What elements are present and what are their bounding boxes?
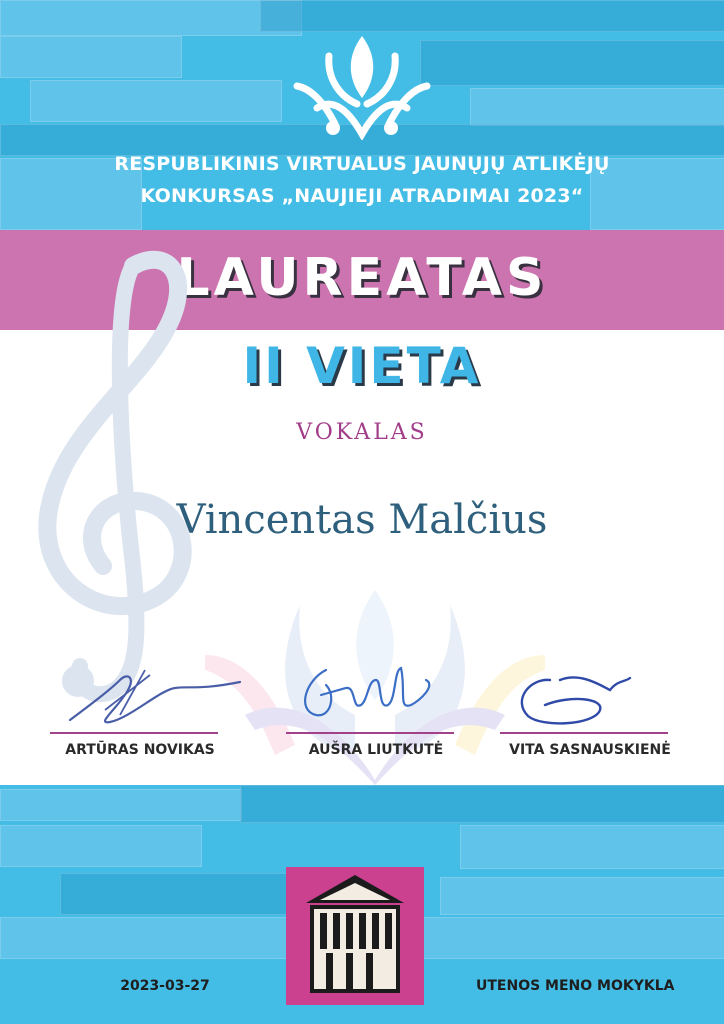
contest-title-line-1: RESPUBLIKINIS VIRTUALUS JAUNŲJŲ ATLIKĖJŲ: [114, 153, 610, 175]
lotus-music-logo-icon: [287, 28, 437, 140]
school-building-logo-icon: [286, 867, 424, 1005]
contest-title: [40, 148, 684, 212]
award-title: LAUREATAS: [176, 248, 548, 308]
contest-title-line-2: KONKURSAS „NAUJIEJI ATRADIMAI 2023“: [140, 185, 584, 207]
signature-2: [286, 650, 486, 735]
signatory-name-1: ARTŪRAS NOVIKAS: [65, 742, 215, 758]
award-category: VOKALAS: [296, 420, 428, 445]
signature-block-2: [286, 650, 486, 765]
signature-block-1: [50, 650, 250, 765]
recipient-name: Vincentas Malčius: [176, 497, 548, 543]
signature-3: [500, 650, 700, 735]
treble-clef-icon: [18, 236, 208, 716]
signatory-name-3: VITA SASNAUSKIENĖ: [509, 742, 671, 758]
signature-1: [50, 650, 250, 735]
award-place: II VIETA: [242, 337, 482, 395]
signature-line-1: [50, 732, 218, 734]
signature-line-3: [500, 732, 668, 734]
school-name: UTENOS MENO MOKYKLA: [476, 978, 675, 994]
signature-line-2: [286, 732, 454, 734]
signatory-name-2: AUŠRA LIUTKUTĖ: [308, 742, 444, 758]
issue-date: 2023-03-27: [120, 978, 210, 994]
signature-block-3: [500, 650, 700, 765]
